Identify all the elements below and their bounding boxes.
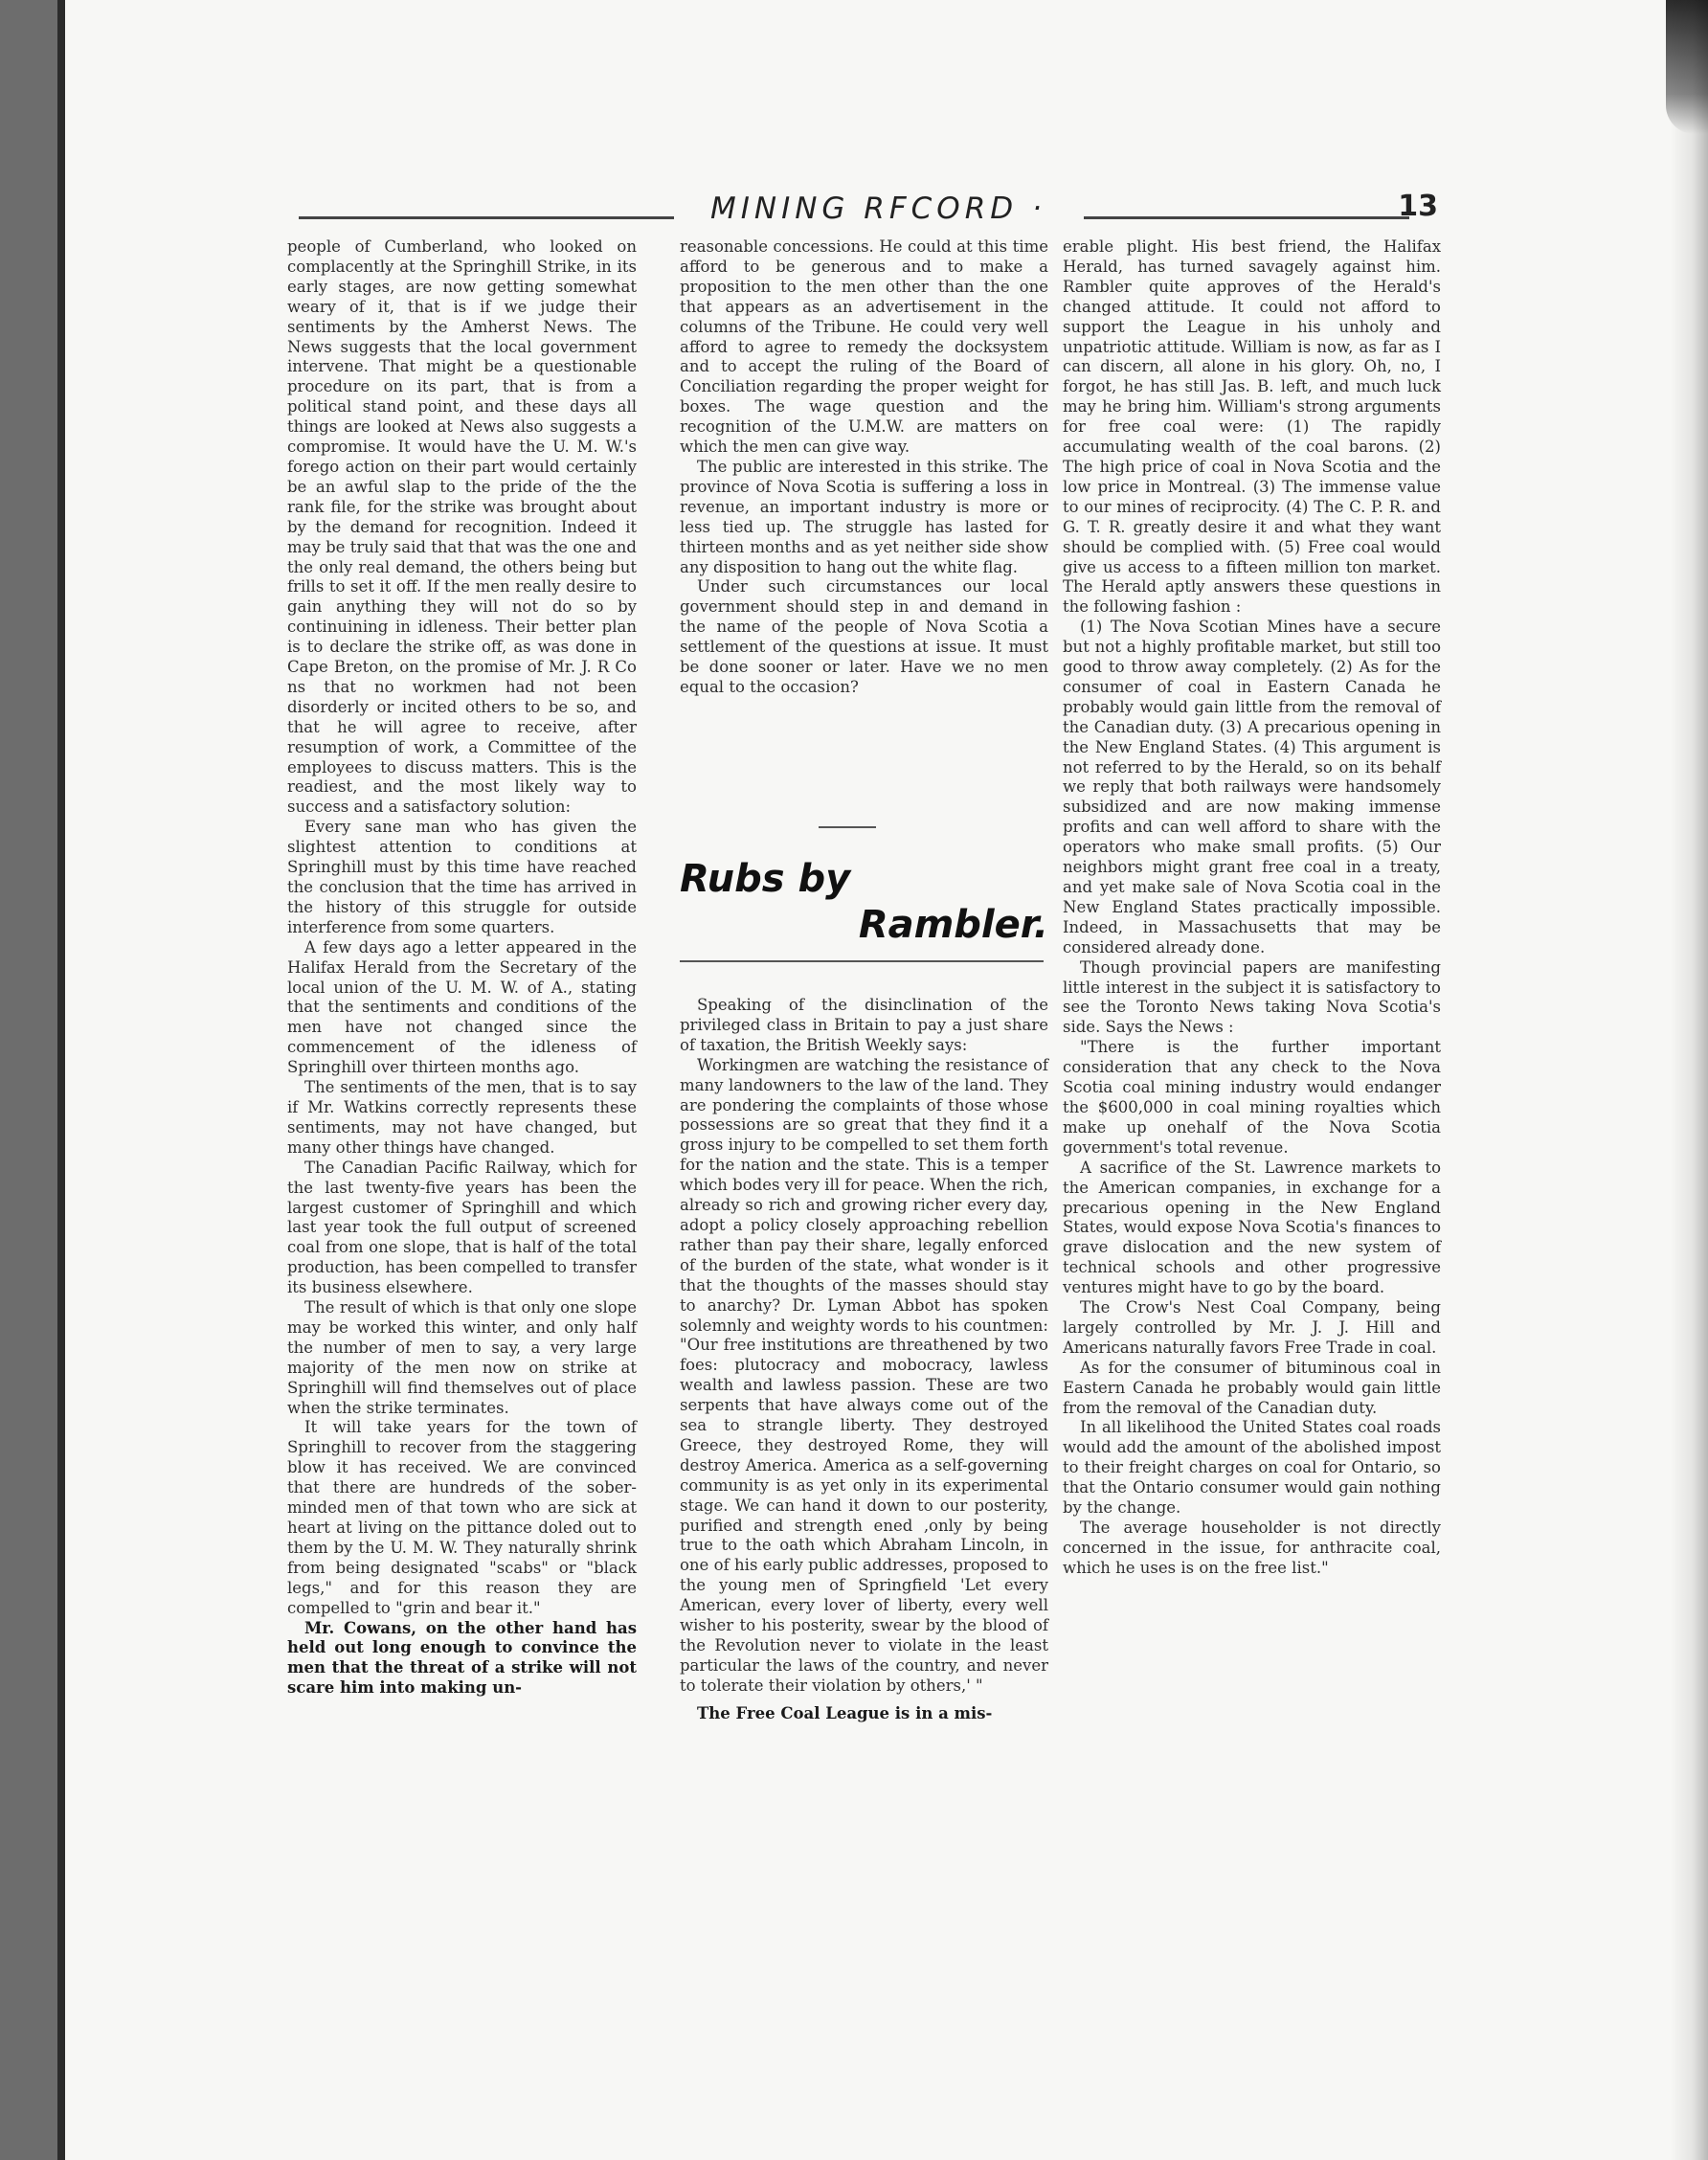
paragraph: The sentiments of the men, that is to say if Mr. Watkins correctly represents these sentiments, may not have changed, but many other things have changed. — [287, 1078, 637, 1157]
column-2-top — [680, 237, 1048, 698]
headline-rule — [680, 960, 1044, 962]
paragraph: Mr. Cowans, on the other hand has held out long enough to convince the men that the threat of a strike will not scare him into making un- — [287, 1618, 637, 1698]
column-1 — [287, 237, 637, 1699]
section-divider-ornament — [819, 825, 876, 829]
paragraph: In all likelihood the United States coal roads would add the amount of the abolished impost to their freight charges on coal for Ontario, so that the Ontario consumer would gain nothing by the change. — [1063, 1418, 1441, 1518]
page-header — [299, 191, 1438, 230]
column-3 — [1063, 237, 1441, 1579]
header-rule-right — [1084, 216, 1409, 219]
headline-line-1: Rubs by — [680, 857, 851, 901]
masthead-text: MINING RFCORD — [710, 191, 1019, 226]
paragraph: The Free Coal League is in a mis- — [697, 1703, 993, 1722]
paragraph: The average householder is not directly concerned in the issue, for anthracite coal, which he uses is on the free list." — [1063, 1519, 1441, 1577]
paragraph: The public are interested in this strike. The province of Nova Scotia is suffering a loss in revenue, an important industry is more or less tied up. The struggle has lasted for thirteen months and as yet neither side show any disposition to hang out the white flag. — [680, 457, 1048, 576]
paragraph: As for the consumer of bituminous coal in Eastern Canada he probably would gain little from the removal of the Canadian duty. — [1063, 1358, 1441, 1417]
paragraph: erable plight. His best friend, the Halifax Herald, has turned savagely against him. Rambler quite approves of the Herald's changed attitude. It could not afford to support the League in his unholy and unpatriotic attitude. William is now, as far as I can discern, all alone in his glory. Oh, no, I forgot, he has still Jas. B. left, and much luck may he bring him. William's strong arguments for free coal were: (1) The rapidly accumulating wealth of the coal barons. (2) The high price of coal in Nova Scotia and the low price in Montreal. (3) The immense value to our mines of reciprocity. (4) The C. P. R. and G. T. R. greatly desire it and what they want should be complied with. (5) Free coal would give us access to a fifteen million ton market. The Herald aptly answers these questions in the following fashion : — [1063, 237, 1441, 617]
page-number: 13 — [1398, 190, 1438, 223]
paragraph: A few days ago a letter appeared in the Halifax Herald from the Secretary of the local union of the U. M. W. of A., stating that the sentiments and conditions of the men have not changed since the commencement of the idleness of Springhill over thirteen months ago. — [287, 937, 637, 1077]
paragraph: Though provincial papers are manifesting little interest in the subject it is satisfactory to see the Toronto News taking Nova Scotia's side. Says the News : — [1063, 957, 1441, 1037]
masthead-title — [710, 191, 1074, 226]
paragraph: people of Cumberland, who looked on complacently at the Springhill Strike, in its early stages, are now getting somewhat weary of it, that is if we judge their sentiments by the Amherst News. The News suggests that the local government intervene. That might be a questionable procedure on its part, that is from a political stand point, and these days all things are looked at News also suggests a compromise. It would have the U. M. W.'s forego action on their part would certainly be an awful slap to the pride of the the rank file, for the strike was brought about by the demand for recognition. Indeed it may be truly said that that was the one and the only real demand, the others being but frills to set it off. If the men really desire to gain anything they will not do so by continuining in idleness. Their better plan is to declare the strike off, as was done in Cape Breton, on the promise of Mr. J. R Co ns that no workmen had not been disorderly or incited others to be so, and that he will agree to receive, after resumption of work, a Committee of the employees to discuss matters. This is the readiest, and the most likely way to success and a satisfactory solution: — [287, 237, 637, 817]
masthead-dot: · — [1031, 191, 1046, 226]
paragraph: (1) The Nova Scotian Mines have a secure but not a highly profitable market, but still too good to throw away completely. (2) As for the consumer of coal in Eastern Canada he probably would gain little from the removal of the Canadian duty. (3) A precarious opening in the New England States. (4) This argument is not referred to by the Herald, so on its behalf we reply that both railways were handsomely subsidized and are now making immense profits and can well afford to share with the operators who make small profits. (5) Our neighbors might grant free coal in a treaty, and yet make sale of Nova Scotia coal in the New England States practically impossible. Indeed, in Massachusetts that may be considered already done. — [1063, 618, 1441, 956]
paragraph: Under such circumstances our local government should step in and demand in the name of the people of Nova Scotia a settlement of the questions at issue. It must be done sooner or later. Have we no men equal to the occasion? — [680, 577, 1048, 696]
column-2-bottom — [680, 996, 1048, 1724]
paragraph: Speaking of the disinclination of the privileged class in Britain to pay a just share of taxation, the British Weekly says: — [680, 996, 1048, 1054]
paragraph: It will take years for the town of Springhill to recover from the staggering blow it has received. We are convinced that there are hundreds of the sober-minded men of that town who are sick at heart at living on the pittance doled out to them by the U. M. W. They naturally shrink from being designated "scabs" or "black legs," and for this reason they are compelled to "grin and bear it." — [287, 1418, 637, 1617]
page-corner-fold — [1666, 0, 1708, 134]
paragraph: Workingmen are watching the resistance of many landowners to the law of the land. They are pondering the complaints of those whose possessions are so great that they find it a gross injury to be compelled to set them forth for the nation and the state. This is a temper which bodes very ill for peace. When the rich, already so rich and growing richer every day, adopt a policy closely approaching rebellion rather than pay their share, legally enforced of the burden of the state, what wonder is it that the thoughts of the masses should stay to anarchy? Dr. Lyman Abbot has spoken solemnly and weighty words to his countmen: "Our free institutions are threathened by two foes: plutocracy and mobocracy, lawless wealth and lawless passion. These are two serpents that have always come out of the sea to strangle liberty. They destroyed Greece, they destroyed Rome, they will destroy America. America as a self-governing community is as yet only in its experimental stage. We can hand it down to our posterity, purified and strength ened ,only by being true to the oath which Abraham Lincoln, in one of his early public addresses, proposed to the young men of Springfield 'Let every American, every lover of liberty, every well wisher to his posterity, swear by the blood of the Revolution never to violate in the least particular the laws of the country, and never to tolerate their violation by others,' " — [680, 1055, 1048, 1695]
header-rule-left — [299, 216, 674, 219]
paragraph: reasonable concessions. He could at this time afford to be generous and to make a proposition to the men other than the one that appears as an advertisement in the columns of the Tribune. He could very well afford to agree to remedy the docksystem and to accept the ruling of the Board of Conciliation regarding the proper weight for boxes. The wage question and the recognition of the U.M.W. are matters on which the men can give way. — [680, 237, 1048, 457]
paragraph: Every sane man who has given the slightest attention to conditions at Springhill must by this time have reached the conclusion that the time has arrived in the history of this struggle for outside interference from some quarters. — [287, 818, 637, 936]
paragraph: "There is the further important consideration that any check to the Nova Scotia coal mining industry would endanger the $600,000 in coal mining royalties which make up onehalf of the Nova Scotia government's total revenue. — [1063, 1038, 1441, 1157]
headline-line-2: Rambler. — [858, 903, 1048, 947]
rubs-by-rambler-headline — [680, 857, 1048, 962]
paragraph: The result of which is that only one slope may be worked this winter, and only half the number of men to say, a very large majority of the men now on strike at Springhill will find themselves out of place when the strike terminates. — [287, 1298, 637, 1417]
paragraph: The Canadian Pacific Railway, which for the last twenty-five years has been the largest customer of Springhill and which last year took the full output of screened coal from one slope, that is half of the total production, has been compelled to transfer its business elsewhere. — [287, 1158, 637, 1297]
paragraph: A sacrifice of the St. Lawrence markets to the American companies, in exchange for a precarious opening in the New England States, would expose Nova Scotia's finances to grave dislocation and the new system of technical schools and other progressive ventures might have to go by the board. — [1063, 1158, 1441, 1297]
paragraph: The Crow's Nest Coal Company, being largely controlled by Mr. J. J. Hill and Americans naturally favors Free Trade in coal. — [1063, 1298, 1441, 1357]
